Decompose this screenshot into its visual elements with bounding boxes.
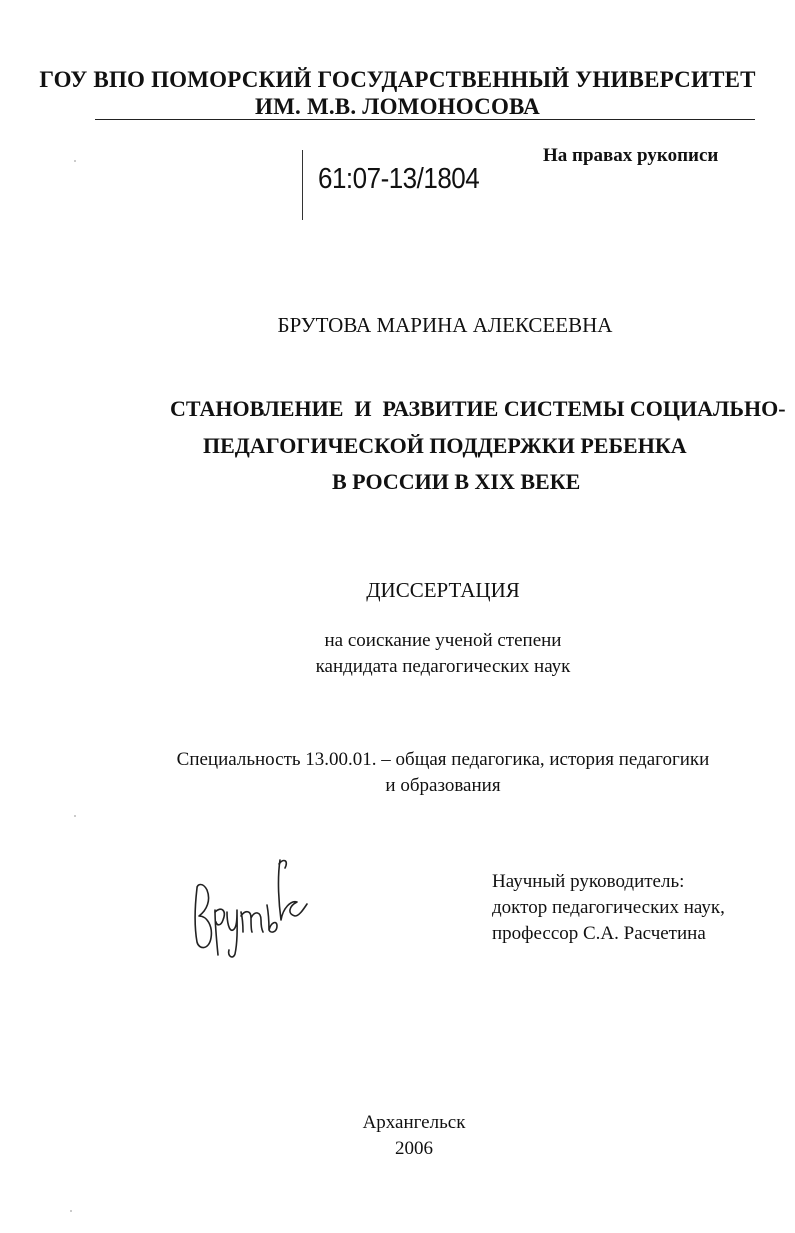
manuscript-rights-label: На правах рукописи [543, 145, 719, 166]
university-line-1: ГОУ ВПО ПОМОРСКИЙ ГОСУДАРСТВЕННЫЙ УНИВЕРСИТЕТ [39, 67, 756, 92]
title-line-2: ПЕДАГОГИЧЕСКОЙ ПОДДЕРЖКИ РЕБЕНКА [203, 433, 687, 458]
title-line-3: В РОССИИ В XIX ВЕКЕ [332, 469, 581, 494]
degree-line-1: на соискание ученой степени [324, 630, 562, 651]
scan-speck [74, 160, 76, 162]
university-line-2: ИМ. М.В. ЛОМОНОСОВА [255, 94, 540, 119]
header-divider [95, 119, 755, 120]
specialty-line-2: и образования [385, 775, 501, 796]
scan-speck [70, 1210, 72, 1212]
degree-line-2: кандидата педагогических наук [315, 656, 571, 677]
footer-year: 2006 [395, 1138, 433, 1159]
title-line-1: СТАНОВЛЕНИЕ И РАЗВИТИЕ СИСТЕМЫ СОЦИАЛЬНО- [170, 396, 786, 421]
specialty-line-1: Специальность 13.00.01. – общая педагогика, история педагогики [176, 749, 710, 770]
advisor-line-1: Научный руководитель: [492, 871, 685, 892]
stamp-vertical-line [302, 150, 303, 220]
scan-speck [74, 815, 76, 817]
author-name: БРУТОВА МАРИНА АЛЕКСЕЕВНА [277, 313, 613, 337]
library-stamp-code: 61:07-13/1804 [318, 161, 480, 195]
document-type: ДИССЕРТАЦИЯ [366, 578, 520, 602]
degree-block [0, 628, 795, 680]
university-name [0, 66, 795, 120]
footer-block [0, 1110, 795, 1162]
advisor-block [492, 869, 725, 947]
advisor-line-2: доктор педагогических наук, [492, 897, 725, 918]
footer-city: Архангельск [362, 1112, 466, 1133]
advisor-line-3: профессор С.А. Расчетина [492, 923, 706, 944]
author-signature [185, 850, 310, 960]
specialty-block [0, 747, 795, 799]
